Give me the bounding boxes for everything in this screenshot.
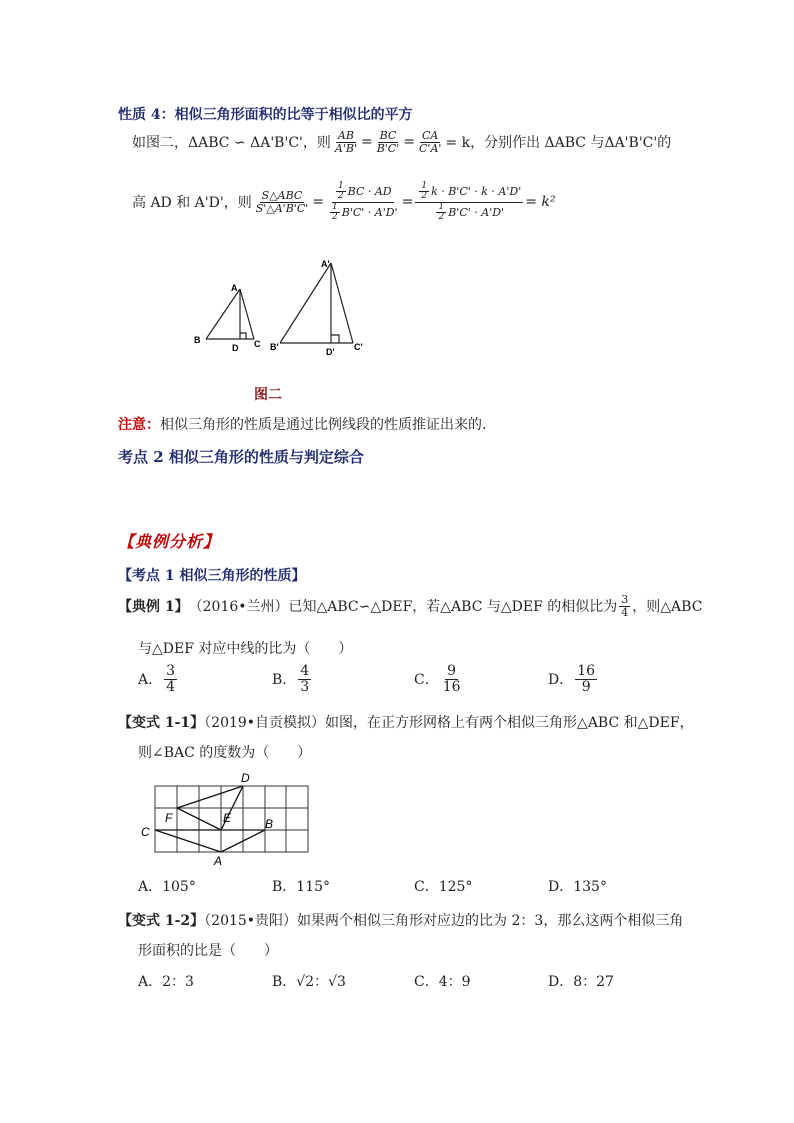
area-result: = k²	[525, 194, 556, 211]
line-2-prefix: 高 AD 和 A'D'，则	[132, 195, 252, 212]
q3-options	[138, 971, 698, 991]
q2-tag: 【变式 1-1】	[118, 715, 205, 731]
label-d: D	[232, 343, 239, 353]
note-line	[118, 414, 486, 434]
q1-tag: 【典例 1】	[118, 599, 189, 616]
q2-text-1: （2019•自贡模拟）如图，在正方形网格上有两个相似三角形△ABC 和△DEF，	[204, 715, 694, 731]
figure-2-caption: 图二	[254, 387, 282, 403]
grid-label-b: B	[265, 817, 274, 831]
q3-option-b[interactable]: B．√2：√3	[272, 974, 346, 990]
area-ratio: $\frac{\text{S△ABC}}{S'\triangle A'B'C'}$	[255, 189, 309, 215]
label-d-prime: D'	[326, 347, 335, 357]
q2-option-a[interactable]: A．105°	[138, 879, 196, 895]
ratio-ca: $\frac{CA}{C'A'}$	[419, 129, 442, 155]
q2-options	[138, 876, 698, 896]
grid-figure	[138, 768, 318, 868]
q1-text-1: （2016•兰州）已知△ABC∽△DEF，若△ABC 与△DEF 的相似比为	[188, 599, 618, 616]
q3-line-1	[118, 910, 683, 930]
line-1-prefix: 如图二，ΔABC ∽ ΔA'B'C'，则	[132, 135, 331, 152]
label-b: B	[194, 335, 201, 345]
q1-options	[138, 664, 698, 704]
q2-option-b[interactable]: B．115°	[272, 879, 331, 895]
q2-line-2: 则∠BAC 的度数为（ ）	[138, 745, 312, 761]
grid-label-c: C	[141, 825, 150, 839]
example-analysis-heading: 【典例分析】	[118, 532, 221, 551]
q2-option-d[interactable]: D．135°	[548, 879, 607, 895]
grid-label-a: A	[214, 854, 223, 868]
triangle-abc-grid	[155, 830, 265, 852]
property-4-line-2: 高 AD 和 A'D'，则 $\frac{\text{S△ABC}}{S'\triangle A'B'C'}$ = $\frac{1}{2}$ BC · AD $\frac{1}{2}$ B'C' · A'D' = $\frac{1}{2}$ k · B'C' · k · A'D' $\frac{1}{2}$ B'C' · A'D' = k²	[132, 181, 556, 223]
q3-option-d[interactable]: D．8：27	[548, 974, 614, 990]
label-a-prime: A'	[321, 259, 330, 269]
q1-option-c[interactable]: C． $\frac{9}{16}$	[414, 663, 461, 695]
grid-label-d: D	[241, 771, 250, 785]
area-middle-fraction: $\frac{1}{2}$ BC · AD $\frac{1}{2}$ B'C' · A'D'	[332, 181, 398, 223]
square-grid	[155, 786, 308, 852]
q3-text-1: （2015•贵阳）如果两个相似三角形对应边的比为 2：3，那么这两个相似三角	[204, 913, 684, 929]
note-label: 注意：	[118, 417, 160, 433]
label-b-prime: B'	[270, 342, 279, 352]
section-2-heading: 考点 2 相似三角形的性质与判定综合	[118, 448, 364, 466]
line-1-suffix: = k，分别作出 ΔABC 与ΔA'B'C'的	[445, 135, 672, 152]
area-right-fraction: $\frac{1}{2}$ k · B'C' · k · A'D' $\frac{1}{2}$ B'C' · A'D'	[415, 182, 523, 223]
point-1-heading: 【考点 1 相似三角形的性质】	[118, 568, 306, 584]
q1-line-2: 与△DEF 对应中线的比为（ ）	[138, 641, 353, 657]
label-c: C	[254, 339, 261, 349]
ratio-bc: $\frac{BC}{B'C'}$	[376, 129, 400, 155]
property-4-title: 性质 4：相似三角形面积的比等于相似比的平方	[118, 107, 413, 123]
q1-option-b[interactable]: B． $\frac{4}{3}$	[272, 663, 310, 695]
triangle-a-prime-b-prime-c-prime	[280, 263, 353, 343]
q1-text-1-end: ，则△ABC	[632, 599, 703, 616]
q1-option-a[interactable]: A． $\frac{3}{4}$	[138, 663, 176, 695]
grid-label-f: F	[165, 811, 173, 825]
q3-option-c[interactable]: C．4：9	[414, 974, 471, 990]
q1-line-1	[118, 594, 702, 618]
q2-option-c[interactable]: C．125°	[414, 879, 473, 895]
label-a: A	[231, 283, 238, 293]
q3-tag: 【变式 1-2】	[118, 913, 205, 929]
q2-line-1	[118, 712, 694, 732]
label-c-prime: C'	[354, 342, 363, 352]
q3-option-a[interactable]: A．2：3	[138, 974, 194, 990]
figure-2-triangles	[188, 255, 378, 360]
q3-line-2: 形面积的比是（ ）	[138, 943, 278, 959]
q1-ratio: $\frac{3}{4}$	[621, 593, 629, 619]
triangle-abc	[206, 289, 254, 339]
ratio-ab: $\frac{AB}{A'B'}$	[334, 129, 357, 155]
q1-option-d[interactable]: D． $\frac{16}{9}$	[548, 663, 596, 695]
grid-label-e: E	[223, 811, 232, 825]
note-text: 相似三角形的性质是通过比例线段的性质推证出来的.	[160, 417, 487, 433]
property-4-line-1: 如图二，ΔABC ∽ ΔA'B'C'，则 $\frac{AB}{A'B'}$ = $\frac{BC}{B'C'}$ = $\frac{CA}{C'A'}$ = k，分别作出 ΔABC 与ΔA'B'C'的	[132, 129, 672, 155]
